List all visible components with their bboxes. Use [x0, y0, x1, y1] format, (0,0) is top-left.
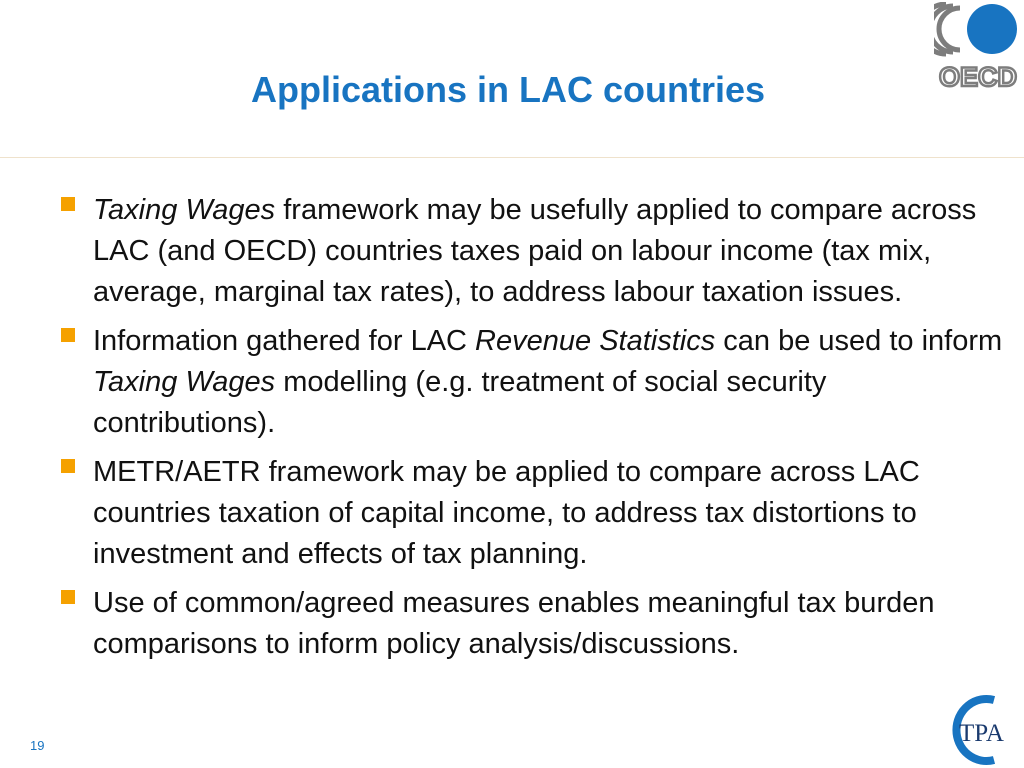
bullet-text: can be used to inform	[715, 325, 1003, 357]
svg-text:TPA: TPA	[959, 720, 1004, 747]
bullet-text: Information gathered for LAC	[93, 325, 476, 357]
bullet-text: METR/AETR framework may be applied to compare across LAC countries taxation of capital income, to address tax distortions to investment and effects of tax planning.	[93, 456, 920, 570]
bullet-italic-text: Taxing Wages	[93, 366, 276, 398]
bullet-item	[58, 452, 1008, 575]
bullet-item	[58, 190, 1008, 313]
title-divider	[0, 157, 1024, 158]
bullet-text: framework may be usefully applied to compare across LAC (and OECD) countries taxes paid on labour income (tax mix, average, marginal tax rates), to address labour taxation issues.	[93, 194, 977, 308]
oecd-logo	[934, 2, 1022, 88]
svg-text:OECD: OECD	[938, 62, 1018, 88]
bullet-marker	[61, 197, 75, 211]
ctpa-logo	[942, 694, 1024, 766]
page-number: 19	[30, 738, 45, 753]
bullet-italic-text: Taxing Wages	[93, 194, 276, 226]
bullet-marker	[61, 590, 75, 604]
slide-title: Applications in LAC countries	[250, 69, 766, 110]
bullet-marker	[61, 459, 75, 473]
bullet-text: modelling (e.g. treatment of social security contributions).	[93, 366, 827, 439]
bullet-italic-text: Revenue Statistics	[475, 325, 716, 357]
bullet-list	[58, 190, 1008, 673]
bullet-item	[58, 583, 1008, 665]
bullet-marker	[61, 328, 75, 342]
bullet-text: Use of common/agreed measures enables meaningful tax burden comparisons to inform policy analysis/discussions.	[93, 587, 935, 660]
bullet-item	[58, 321, 1008, 444]
